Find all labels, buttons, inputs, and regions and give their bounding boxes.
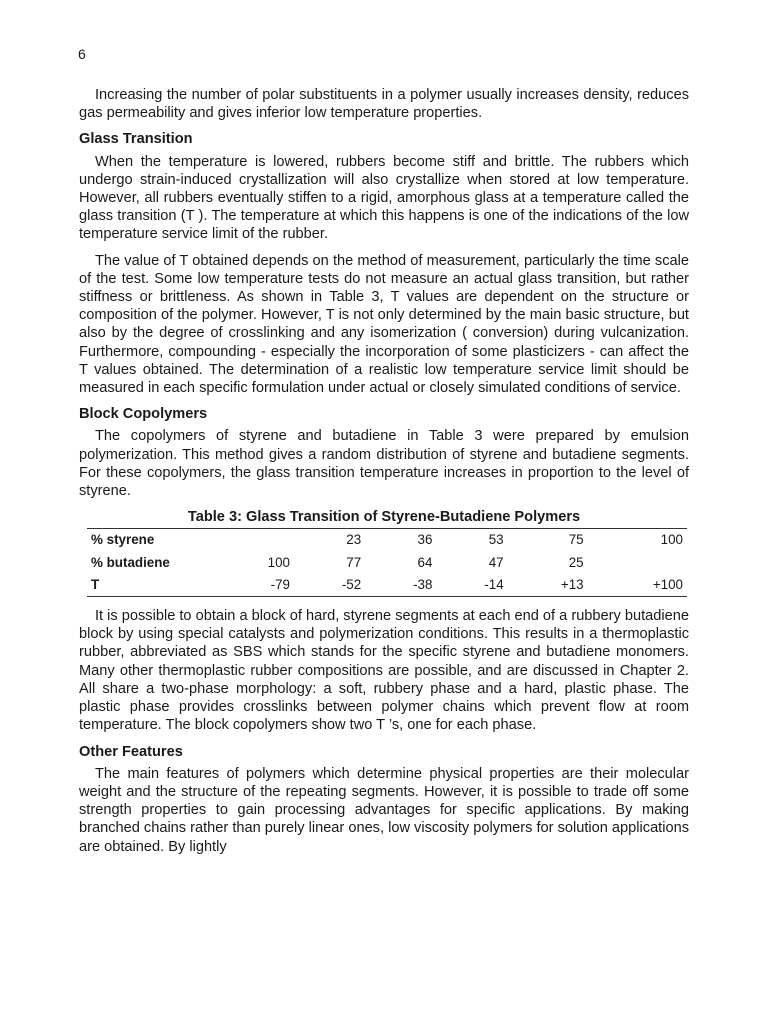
table-cell: +100: [588, 574, 687, 597]
table-cell: 53: [436, 529, 507, 552]
table-title: Table 3: Glass Transition of Styrene-Butadiene Polymers: [187, 509, 581, 526]
block-paragraph-2: It is possible to obtain a block of hard, styrene segments at each end of a rubbery butadiene block by using special catalysts and polymerization conditions. This results in a thermoplastic rubber, abbreviated as SBS which stands for the specific styrene and butadiene monomers. Many other thermoplastic rubber compositions are possible, and are discussed in Chapter 2. All share a two-phase morphology: a soft, rubbery phase and a hard, plastic phase. The plastic phase provides crosslinks between polymer chains which prevent flow at room temperature. The block copolymers show two T ’s, one for each phase.: [79, 608, 689, 734]
glass-paragraph-2: The value of T obtained depends on the method of measurement, particularly the time scale of the test. Some low temperature tests do not measure an actual glass transition, but rather stiffness or brittleness. As shown in Table 3, T values are dependent on the structure or composition of the polymer. However, T is not only determined by the main basic structure, but also by the degree of crosslinking and any isomerization ( conversion) during vulcanization. Furthermore, compounding - especially the incorporation of some plasticizers - can affect the T values obtained. The determination of a realistic low temperature service limit should be measured in each specific formulation under actual or closely simulated conditions of service.: [79, 252, 689, 397]
heading-glass-transition: Glass Transition: [79, 131, 193, 148]
table-cell: -38: [365, 574, 436, 597]
row-label: % butadiene: [91, 554, 170, 570]
table-cell: +13: [508, 574, 588, 597]
other-paragraph-1: The main features of polymers which determine physical properties are their molecular weight and the structure of the repeating segments. However, it is possible to trade off some strength properties to gain processing advantages for specific applications. By making branched chains rather than purely linear ones, low viscosity polymers for solution applications are obtained. By lightly: [79, 765, 690, 855]
row-label: % styrene: [87, 529, 215, 552]
glass-paragraph-1: When the temperature is lowered, rubbers become stiff and brittle. The rubbers which undergo strain-induced crystallization will also crystallize when stored at low temperature. However, all rubbers eventually stiffen to a rigid, amorphous glass at a temperature called the glass transition (T ). The temperature at which this happens is one of the indications of the low temperature service limit of the rubber.: [79, 153, 689, 243]
table-row: [87, 529, 687, 552]
table-cell: 64: [417, 554, 433, 570]
table-row: [87, 574, 687, 597]
intro-paragraph: Increasing the number of polar substituents in a polymer usually increases density, reduces gas permeability and gives inferior low temperature properties.: [79, 87, 689, 122]
table-cell: -14: [436, 574, 507, 597]
row-label: T: [87, 574, 215, 597]
table-cell: 75: [508, 529, 588, 552]
page-body: [79, 86, 689, 864]
table-cell: 77: [346, 554, 362, 570]
table-cell: 47: [488, 554, 504, 570]
table-row: [87, 552, 687, 574]
page-number: 6: [78, 46, 86, 62]
glass-transition-table: [87, 528, 687, 597]
table-cell: -52: [294, 574, 365, 597]
table-cell: 36: [365, 529, 436, 552]
heading-block-copolymers: Block Copolymers: [79, 406, 208, 423]
table-cell: 100: [267, 554, 290, 570]
table-cell: [588, 552, 687, 574]
heading-other-features: Other Features: [79, 743, 183, 760]
table-cell: -79: [215, 574, 294, 597]
table-cell: 100: [588, 529, 687, 552]
table-cell: [215, 529, 294, 552]
table-cell: 25: [568, 554, 584, 570]
table-cell: 23: [294, 529, 365, 552]
block-paragraph-1: The copolymers of styrene and butadiene in Table 3 were prepared by emulsion polymerization. This method gives a random distribution of styrene and butadiene segments. For these copolymers, the glass transition temperature increases in proportion to the level of styrene.: [79, 428, 689, 500]
